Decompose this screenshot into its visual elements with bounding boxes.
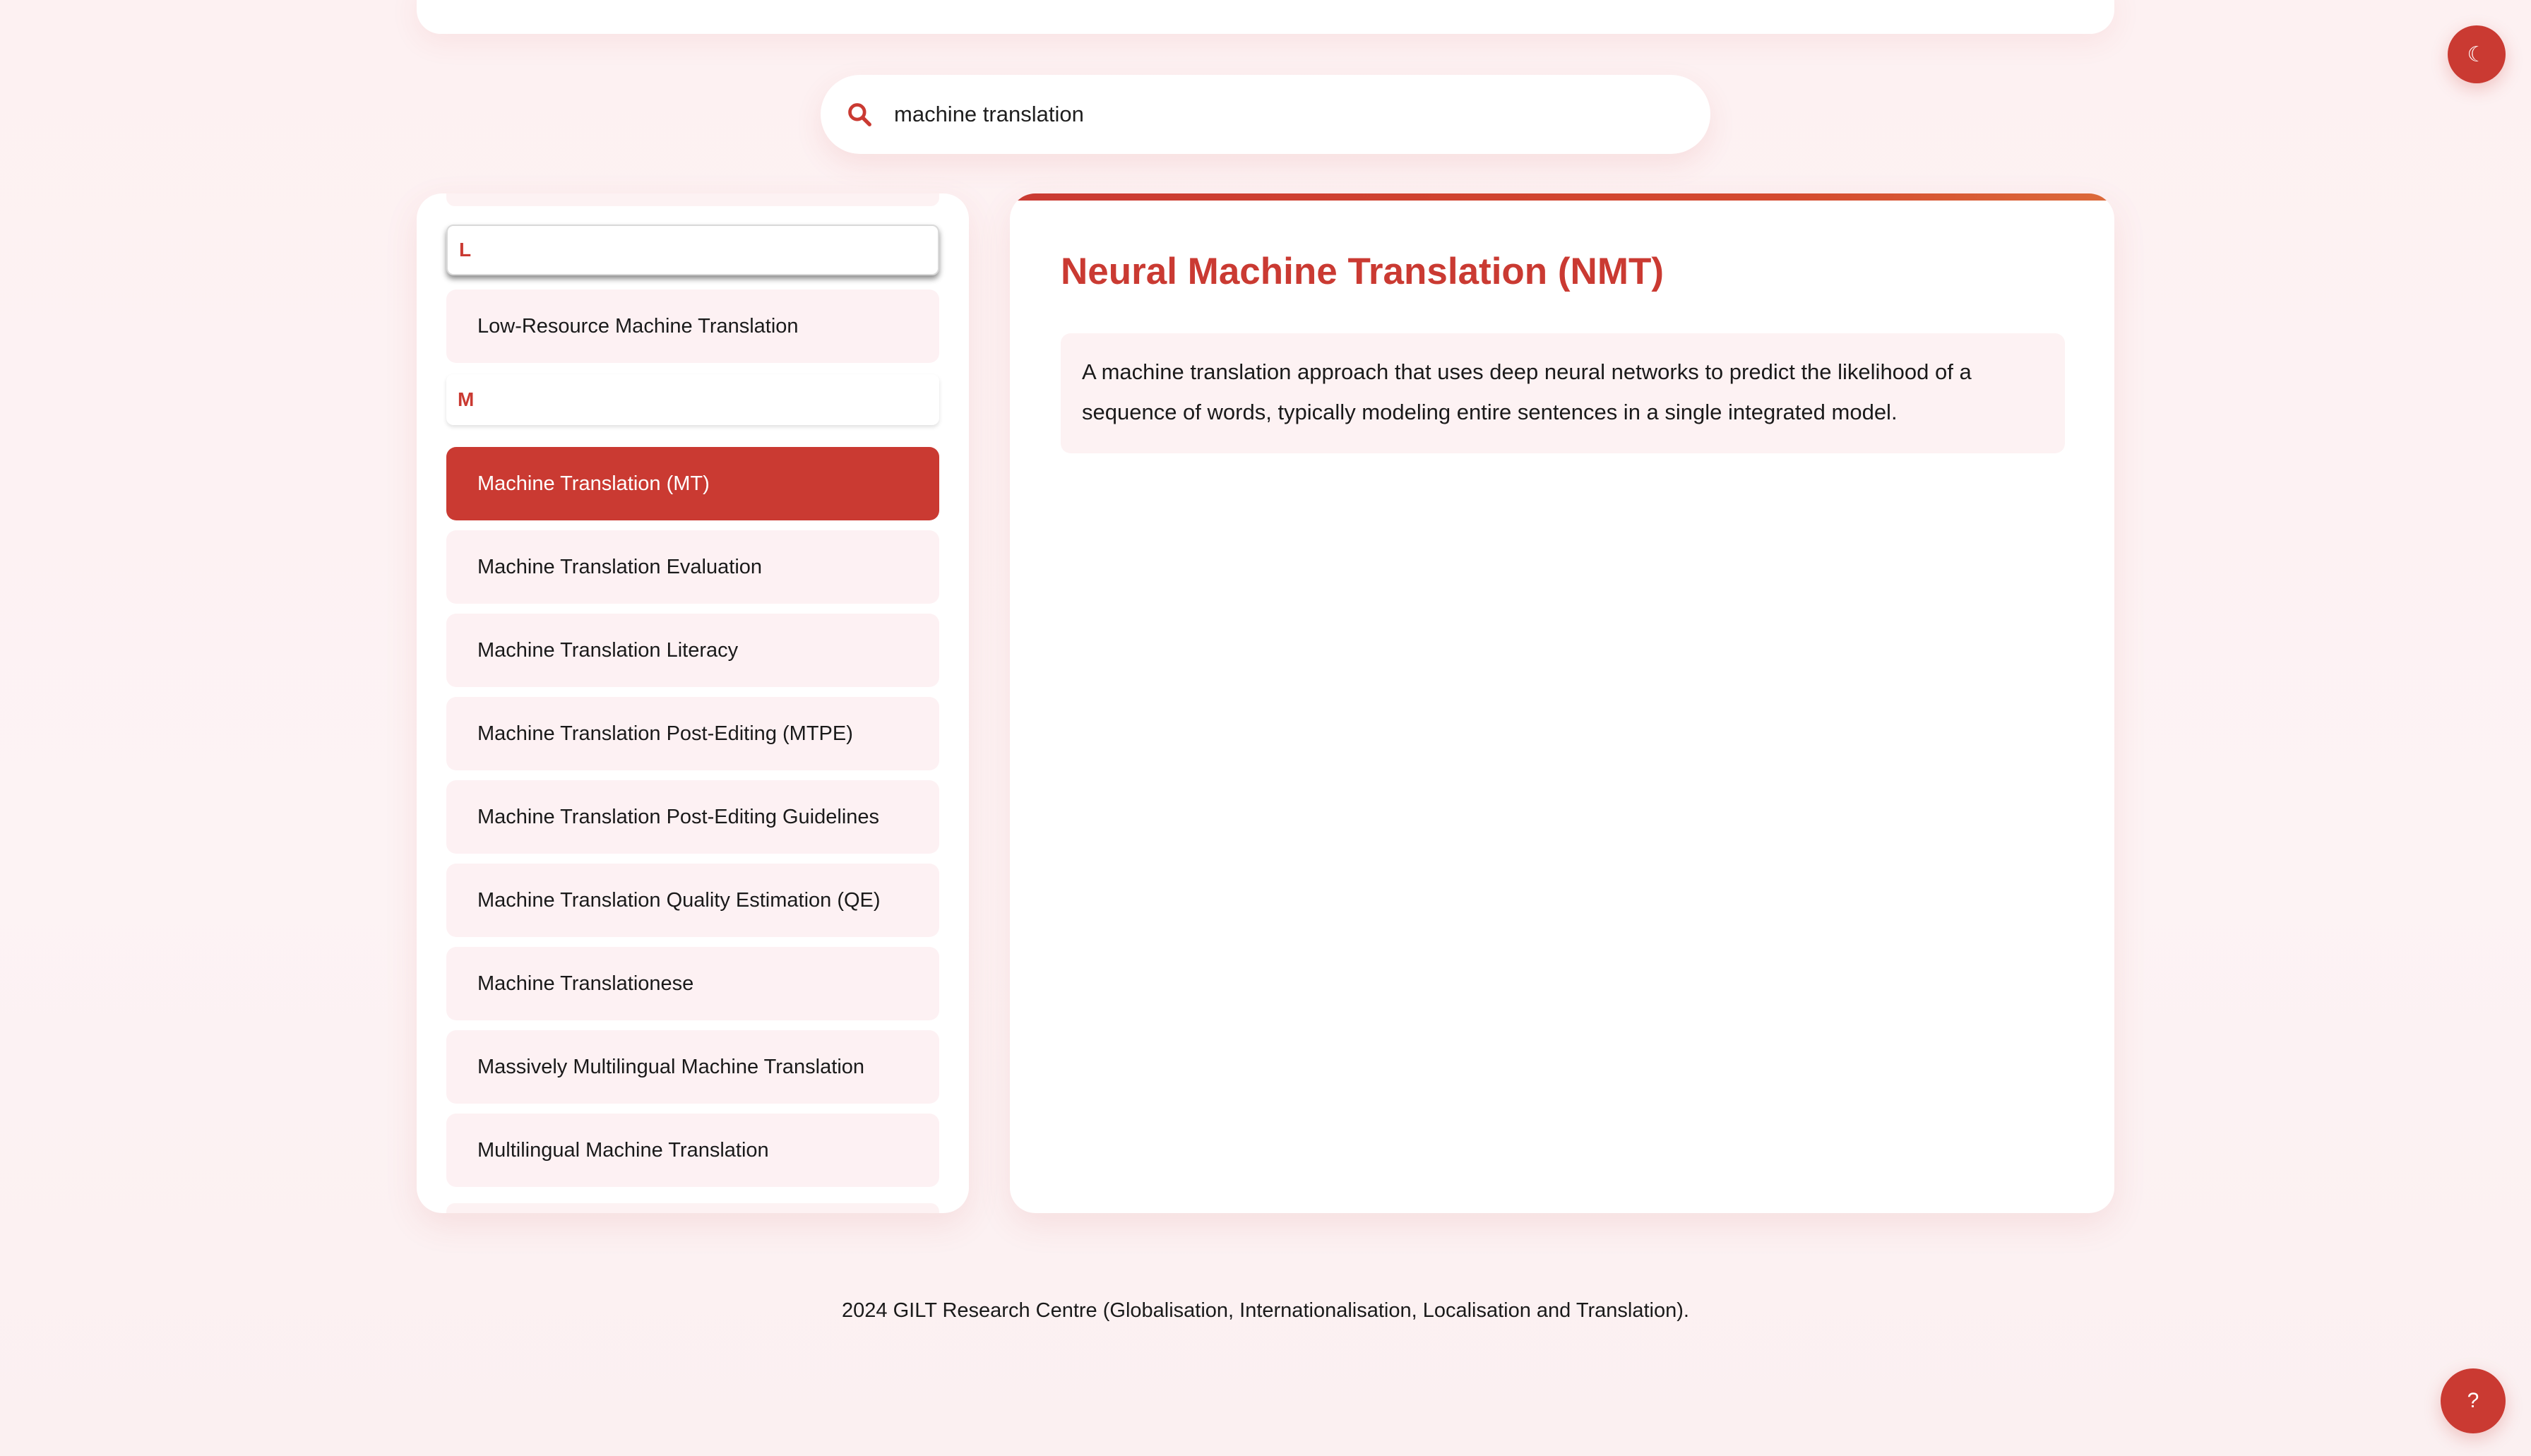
term-label: Multilingual Machine Translation [477,1138,769,1162]
help-button[interactable] [2441,1368,2506,1433]
term-item-machine-translation-quality-estimation[interactable] [446,864,939,937]
theme-toggle-button[interactable] [2448,25,2506,83]
term-label: Machine Translation Post-Editing Guidelines [477,805,880,828]
term-label: Machine Translation (MT) [477,472,710,495]
term-item-low-resource-machine-translation[interactable] [446,290,939,363]
term-item-machine-translation-literacy[interactable] [446,614,939,687]
term-item-machine-translation-post-editing[interactable] [446,697,939,770]
definition-text: A machine translation approach that uses deep neural networks to predict the likelihood of a sequence of words, typically modeling entire sentences in a single integrated model. [1082,359,1972,424]
accent-bar [1010,193,2114,201]
term-label: Low-Resource Machine Translation [477,314,799,338]
term-detail-panel [1010,193,2114,1213]
top-header-card [417,0,2114,34]
term-item-machine-translation-mt[interactable] [446,447,939,520]
search-icon [843,98,876,131]
letter-label: M [458,388,475,410]
term-item-massively-multilingual-machine-translation[interactable] [446,1030,939,1104]
list-item-partial [446,193,939,206]
term-item-machine-translationese[interactable] [446,947,939,1020]
term-label: Machine Translation Literacy [477,638,739,662]
term-label: Machine Translationese [477,972,694,995]
term-label: Massively Multilingual Machine Translation [477,1055,865,1078]
term-item-machine-translation-post-editing-guidelines[interactable] [446,780,939,854]
footer-text: 2024 GILT Research Centre (Globalisation, Internationalisation, Localisation and Translation). [842,1299,1689,1322]
term-item-machine-translation-evaluation[interactable] [446,530,939,604]
search-input[interactable] [893,101,1672,128]
letter-label: L [459,239,472,261]
term-definition [1061,333,2065,453]
question-icon: ? [2467,1389,2479,1412]
letter-header-m [446,374,939,425]
letter-header-l [446,225,939,275]
footer [0,1299,2531,1323]
moon-icon: ☾ [2467,42,2487,66]
term-item-multilingual-machine-translation[interactable] [446,1114,939,1187]
list-item-partial [446,1203,939,1213]
term-label: Machine Translation Quality Estimation (QE) [477,888,881,912]
term-label: Machine Translation Evaluation [477,555,763,578]
search-bar[interactable] [821,75,1710,154]
term-label: Machine Translation Post-Editing (MTPE) [477,722,853,745]
term-title: Neural Machine Translation (NMT) [1061,251,1664,292]
glossary-term-list[interactable] [417,193,969,1213]
